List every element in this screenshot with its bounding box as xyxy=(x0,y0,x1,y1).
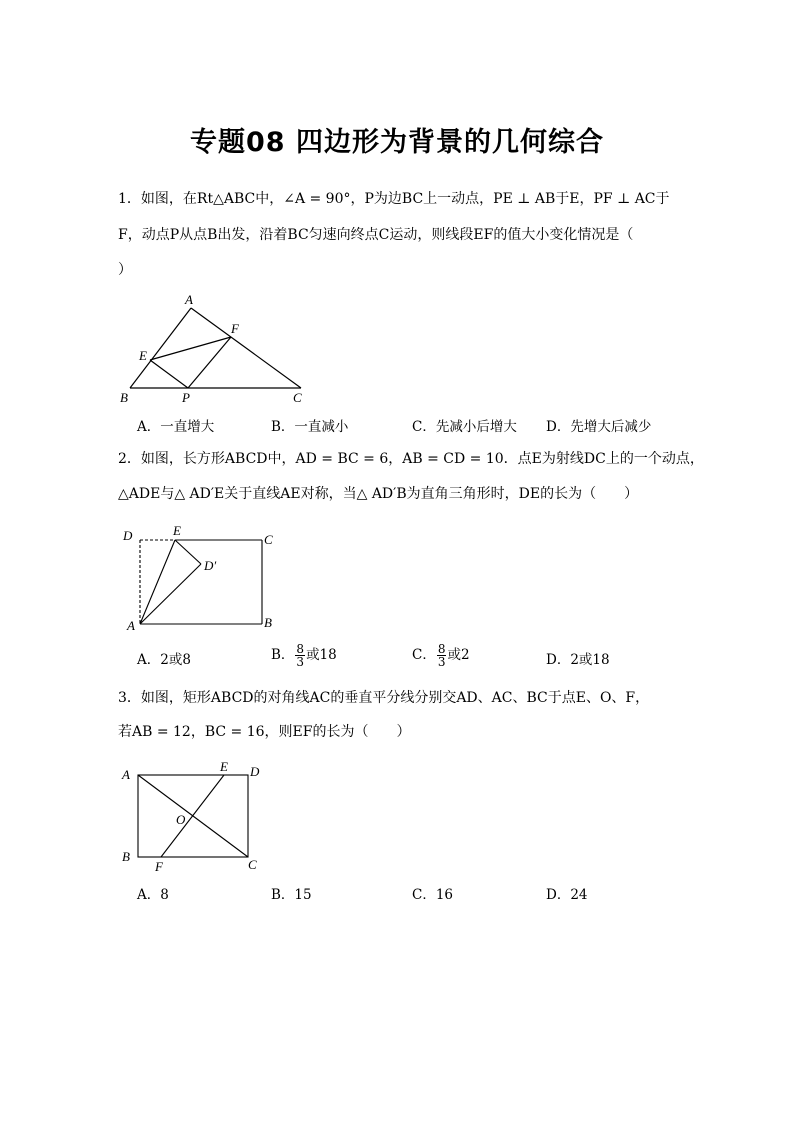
q1-label-f: F xyxy=(231,321,239,336)
q2-rectangle-figure xyxy=(118,520,288,635)
q1-side-ac xyxy=(191,308,301,388)
q1-segment-pf xyxy=(188,337,231,388)
q3-option-c: C．16 xyxy=(412,887,454,903)
q3-option-a: A．8 xyxy=(137,887,169,903)
q3-option-d: D．24 xyxy=(546,887,588,903)
q3-rectangle-figure xyxy=(118,758,268,878)
q2-stem-line2: △ADE与△ AD′E关于直线AE对称，当△ AD′B为直角三角形时，DE的长为（ ） xyxy=(118,486,639,502)
q1-label-e: E xyxy=(139,348,147,363)
q3-stem-line1: 3．如图，矩形ABCD的对角线AC的垂直平分线分别交AD、AC、BC于点E、O、F， xyxy=(118,690,650,706)
q1-triangle-figure xyxy=(118,290,318,410)
q2-label-d: D xyxy=(123,528,133,543)
q1-option-d: D．先增大后减少 xyxy=(546,419,652,435)
q1-option-a: A．一直增大 xyxy=(137,419,215,435)
q3-label-c: C xyxy=(248,857,257,872)
q1-label-b: B xyxy=(120,390,128,405)
q1-label-p: P xyxy=(182,390,190,405)
q2-label-d-prime: D′ xyxy=(204,558,217,573)
q1-label-a: A xyxy=(185,292,193,307)
q1-option-c: C．先减小后增大 xyxy=(412,419,517,435)
q2-label-c: C xyxy=(264,532,273,547)
q2-label-b: B xyxy=(264,615,272,630)
q2-option-a: A．2或8 xyxy=(137,652,191,668)
q3-label-d: D xyxy=(250,764,260,779)
q2-option-b-fraction: $\frac{8}{3}$ xyxy=(296,642,305,669)
q1-stem-line1: 1．如图，在Rt△ABC中，∠A = 90°，P为边BC上一动点，PE ⊥ AB于E，PF ⊥ AC于 xyxy=(118,191,670,207)
q2-segment-ad xyxy=(140,564,201,624)
page-title: 专题08 四边形为背景的几何综合 xyxy=(190,127,604,158)
q1-segment-pe xyxy=(150,360,188,388)
q3-label-a: A xyxy=(122,767,130,782)
q3-label-o: O xyxy=(176,812,186,827)
q1-stem-line2: F，动点P从点B出发，沿着BC匀速向终点C运动，则线段EF的值大小变化情况是（ xyxy=(118,227,634,243)
q2-option-d: D．2或18 xyxy=(546,652,610,668)
q3-stem-line2: 若AB = 12，BC = 16，则EF的长为（ ） xyxy=(118,724,411,740)
q1-option-b: B．一直减小 xyxy=(271,419,349,435)
q2-segment-ae xyxy=(140,540,175,624)
q2-option-b: B． $\frac{8}{3}$ 或18 xyxy=(271,642,337,669)
q1-label-c: C xyxy=(293,390,302,405)
q2-option-c: C． $\frac{8}{3}$ 或2 xyxy=(412,642,470,669)
q3-label-b: B xyxy=(122,849,130,864)
q2-stem-line1: 2．如图，长方形ABCD中，AD = BC = 6，AB = CD = 10．点E为射线DC上的一个动点， xyxy=(118,451,704,467)
q2-label-a: A xyxy=(127,618,135,633)
q3-label-f: F xyxy=(155,859,163,874)
q2-label-e: E xyxy=(173,523,181,538)
q3-label-e: E xyxy=(220,759,228,774)
q3-option-b: B．15 xyxy=(271,887,312,903)
q2-segment-ed xyxy=(175,540,201,564)
q3-segment-ef xyxy=(161,775,224,857)
q1-segment-ef xyxy=(150,337,231,360)
q1-stem-line3: ） xyxy=(118,262,132,278)
q2-option-c-fraction: $\frac{8}{3}$ xyxy=(437,642,446,669)
